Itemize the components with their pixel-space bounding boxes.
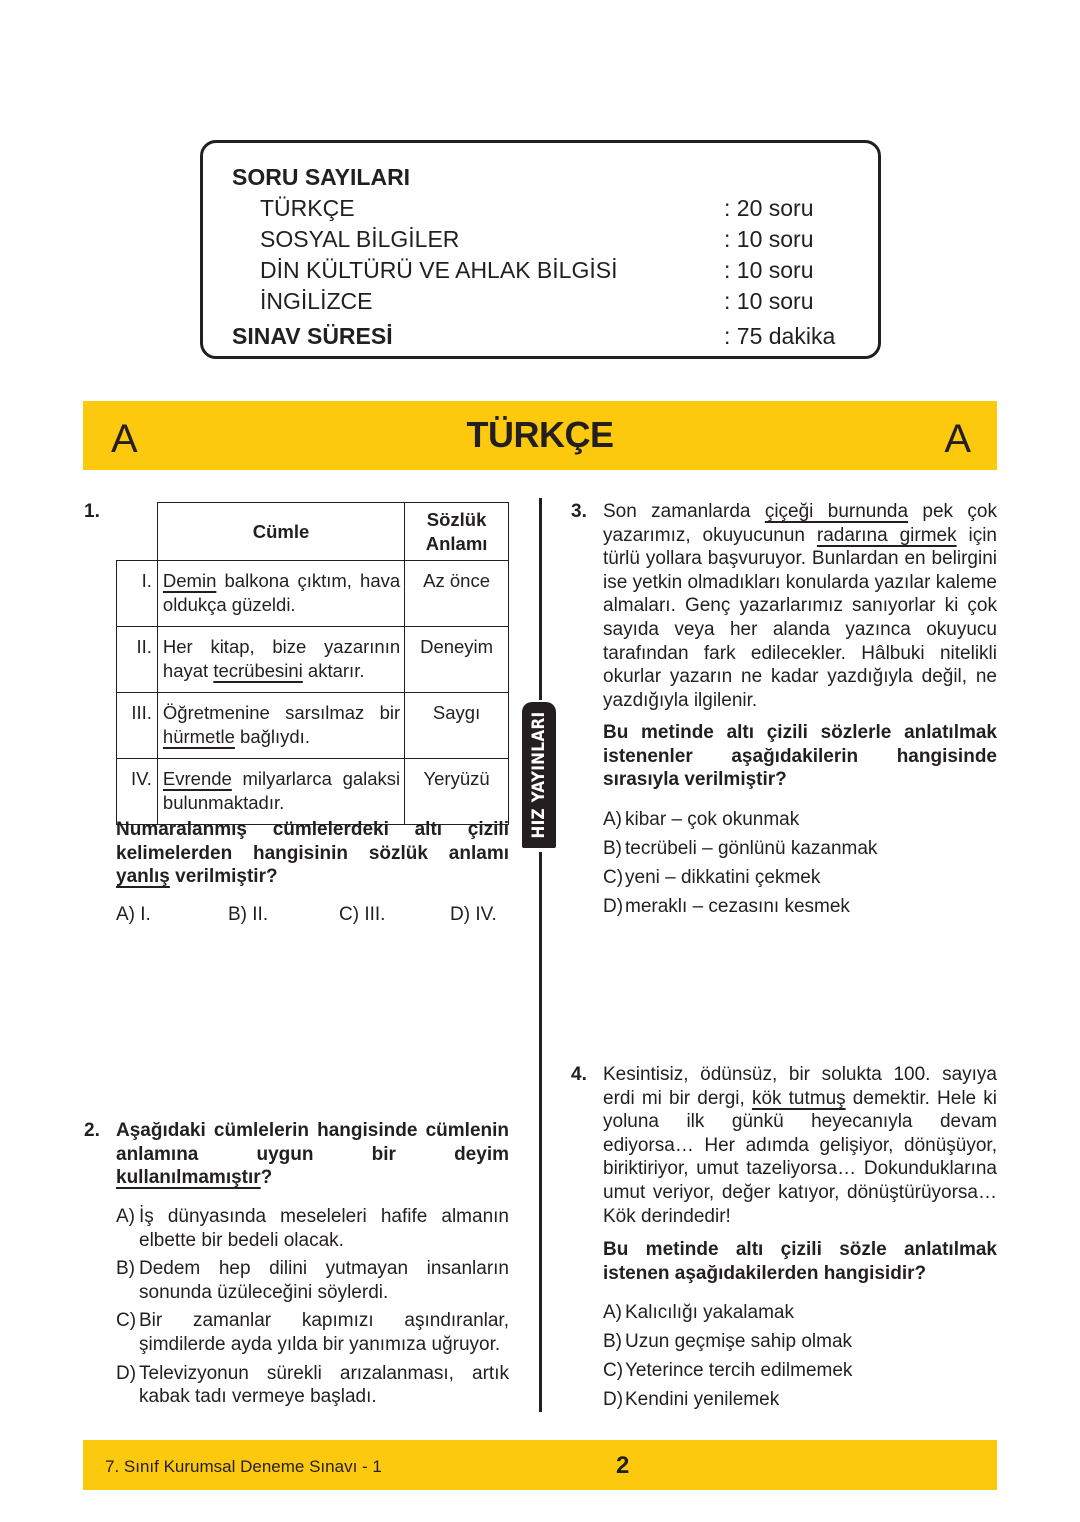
- option-text: Televizyonun sürekli arızalanması, artık kabak tadı vermeye başladı.: [139, 1362, 509, 1408]
- table-corner: [117, 503, 158, 561]
- subject-count: : 10 soru: [724, 288, 814, 314]
- option-key: A): [603, 809, 622, 830]
- question-number: 4.: [571, 1064, 587, 1085]
- question-number: 3.: [571, 501, 587, 522]
- option-a[interactable]: [116, 1205, 509, 1252]
- option-key: A): [603, 1302, 622, 1323]
- subject-count: : 10 soru: [724, 226, 814, 252]
- sentence-text: bağlıydı.: [234, 725, 310, 747]
- booklet-letter-right: A: [944, 417, 971, 461]
- question-counts-heading: SORU SAYILARI: [232, 164, 411, 190]
- publisher-logo: [522, 702, 556, 848]
- subject-label: TÜRKÇE: [260, 195, 355, 221]
- option-b[interactable]: B) II.: [228, 904, 269, 925]
- q4-passage: [603, 1063, 997, 1228]
- option-text: Kalıcılığı yakalamak: [625, 1302, 794, 1323]
- q3-stem: Bu metinde altı çizili sözlerle anlatılmak istenenler aşağıdakilerin hangisinde sırasıyla verilmiştir?: [603, 722, 997, 791]
- section-banner: [83, 401, 997, 470]
- subject-label: SOSYAL BİLGİLER: [260, 226, 460, 252]
- option-b[interactable]: [603, 1327, 852, 1356]
- option-text: Uzun geçmişe sahip olmak: [625, 1331, 853, 1352]
- option-d[interactable]: [116, 1362, 509, 1409]
- option-key: A): [116, 1206, 135, 1227]
- option-text: meraklı – cezasını kesmek: [625, 896, 850, 917]
- sentence-text: milyarlarca galaksi bulunmaktadır.: [162, 768, 401, 813]
- option-text: Yeterince tercih edilmemek: [625, 1360, 853, 1381]
- option-text: İş dünyasında meseleleri hafife almanın elbette bir bedeli olacak.: [139, 1206, 509, 1251]
- column-header-meaning: [405, 503, 509, 561]
- option-key: C): [116, 1310, 137, 1332]
- q3-options: [603, 805, 877, 921]
- option-key: D): [603, 896, 624, 917]
- option-key: B): [603, 838, 622, 859]
- row-numeral: II.: [117, 627, 158, 693]
- sentence-text: aktarır.: [302, 659, 365, 681]
- row-meaning: Saygı: [405, 693, 509, 759]
- row-numeral: IV.: [117, 759, 158, 825]
- row-numeral: I.: [117, 561, 158, 627]
- table-row: [117, 561, 509, 627]
- column-header-sentence: Cümle: [157, 503, 404, 561]
- publisher-logo-text: HIZ YAYINLARI: [529, 711, 549, 839]
- column-header-meaning-text: Sözlük Anlamı: [425, 509, 488, 554]
- row-meaning: Deneyim: [405, 627, 509, 693]
- option-c[interactable]: C) III.: [339, 904, 386, 925]
- option-text: Kendini yenilemek: [625, 1389, 780, 1410]
- q2-stem: [116, 1119, 509, 1190]
- q4-stem: Bu metinde altı çizili sözle anlatılmak istenen aşağıdakilerden hangisidir?: [603, 1239, 997, 1284]
- option-c[interactable]: [603, 863, 877, 892]
- option-key: C): [603, 1360, 624, 1381]
- stem-text: verilmiştir?: [169, 866, 278, 888]
- table-row: [117, 627, 509, 693]
- table-row: [117, 693, 509, 759]
- option-a[interactable]: [603, 805, 877, 834]
- question-number: 1.: [84, 501, 100, 522]
- q1-stem: [116, 818, 509, 889]
- sentence-text: balkona çıktım, hava oldukça güzeldi.: [162, 570, 401, 615]
- row-sentence: [157, 561, 404, 627]
- stem-underlined: kullanılmamıştır: [116, 1167, 261, 1189]
- subject-label: İNGİLİZCE: [260, 288, 373, 314]
- option-text: Dedem hep dilini yutmayan insanların sonunda üzüleceğini söylerdi.: [139, 1258, 509, 1303]
- option-a[interactable]: A) I.: [116, 904, 151, 925]
- stem-text: Numaralanmış cümlelerdeki altı çizili kelimelerden hangisinin sözlük anlamı: [116, 819, 509, 864]
- passage-text: demektir. Hele ki yoluna ilk günkü heyecanıyla devam ediyorsa… Her adımda gelişiyor, dönüşüyor, biriktiriyor, umut tazeliyorsa… Dokunduklarına umut veriyor, değer katıyor, dönüştürüyorsa… Kök derindedir!: [603, 1087, 997, 1227]
- stem-text: Aşağıdaki cümlelerin hangisinde cümlenin anlamına uygun bir deyim: [116, 1120, 509, 1165]
- option-b[interactable]: [603, 834, 877, 863]
- row-meaning: Yeryüzü: [405, 759, 509, 825]
- column-divider-bottom: [539, 852, 542, 1412]
- section-title: TÜRKÇE: [466, 414, 614, 455]
- option-a[interactable]: [603, 1298, 852, 1327]
- option-d[interactable]: [603, 1385, 852, 1414]
- subject-count: : 10 soru: [724, 257, 814, 283]
- sentence-text: Her kitap, bize yazarının hayat: [162, 636, 401, 681]
- table-row: [117, 759, 509, 825]
- option-text: Bir zamanlar kapımızı aşındıranlar, şimdilerde ayda yılda bir yanımıza uğruyor.: [139, 1310, 509, 1355]
- row-sentence: [157, 693, 404, 759]
- row-sentence: [157, 759, 404, 825]
- subject-count: : 20 soru: [724, 195, 814, 221]
- option-text: yeni – dikkatini çekmek: [625, 867, 821, 888]
- option-key: B): [603, 1331, 622, 1352]
- sentence-text: Öğretmenine sarsılmaz bir: [162, 702, 401, 723]
- underlined-word: Evrende: [162, 768, 232, 789]
- exam-info-box: [200, 140, 881, 359]
- subject-label: DİN KÜLTÜRÜ VE AHLAK BİLGİSİ: [260, 257, 618, 283]
- exam-title: 7. Sınıf Kurumsal Deneme Sınavı - 1: [105, 1457, 382, 1476]
- option-key: C): [603, 867, 624, 888]
- option-c[interactable]: [603, 1356, 852, 1385]
- passage-text: pek çok yazarımız, okuyucunun: [603, 501, 997, 546]
- q2-options: [116, 1205, 509, 1414]
- option-text: tecrübeli – gönlünü kazanmak: [625, 838, 878, 859]
- row-sentence: [157, 627, 404, 693]
- page-number: 2: [616, 1452, 630, 1479]
- option-key: B): [116, 1258, 135, 1280]
- option-d[interactable]: [603, 892, 877, 921]
- option-d[interactable]: D) IV.: [450, 904, 497, 925]
- option-text: kibar – çok okunmak: [625, 809, 800, 830]
- page-footer: [83, 1440, 997, 1490]
- underlined-word: hürmetle: [162, 725, 235, 747]
- booklet-letter-left: A: [111, 417, 138, 461]
- stem-text: ?: [260, 1167, 273, 1189]
- underlined-word: Demin: [162, 570, 217, 591]
- passage-text: Kesintisiz, ödünsüz, bir solukta 100. sayıya erdi mi bir dergi,: [603, 1064, 997, 1109]
- duration-value: : 75 dakika: [724, 323, 836, 349]
- underlined-phrase: çiçeği burnunda: [764, 501, 909, 522]
- row-numeral: III.: [117, 693, 158, 759]
- passage-text: Son zamanlarda: [603, 501, 765, 522]
- row-meaning: Az önce: [405, 561, 509, 627]
- option-b[interactable]: [116, 1257, 509, 1304]
- q4-options: [603, 1298, 852, 1414]
- column-divider-top: [539, 498, 542, 700]
- underlined-phrase: radarına girmek: [816, 524, 957, 546]
- underlined-phrase: kök tutmuş: [751, 1087, 846, 1109]
- stem-underlined: yanlış: [116, 866, 170, 888]
- duration-label: SINAV SÜRESİ: [232, 323, 393, 349]
- q1-table: [116, 502, 509, 825]
- option-key: D): [116, 1362, 137, 1384]
- question-number: 2.: [84, 1120, 100, 1141]
- passage-text: için türlü yollara başvuruyor. Bunlardan en belirgini ise yetkin olmadıkları konularda yazılar kaleme almaları. Genç yazarlarımız sanıyorlar ki çok sayıda veya her alanda yazınca okuyucu tarafından fark edilecekler. Hâlbuki nitelikli okurlar yazarın ne kadar yazdığıyla değil, ne yazdığıyla ilgilenir.: [603, 524, 998, 711]
- option-c[interactable]: [116, 1309, 509, 1356]
- q3-passage: [603, 500, 997, 712]
- option-key: D): [603, 1389, 624, 1410]
- underlined-word: tecrübesini: [213, 659, 303, 681]
